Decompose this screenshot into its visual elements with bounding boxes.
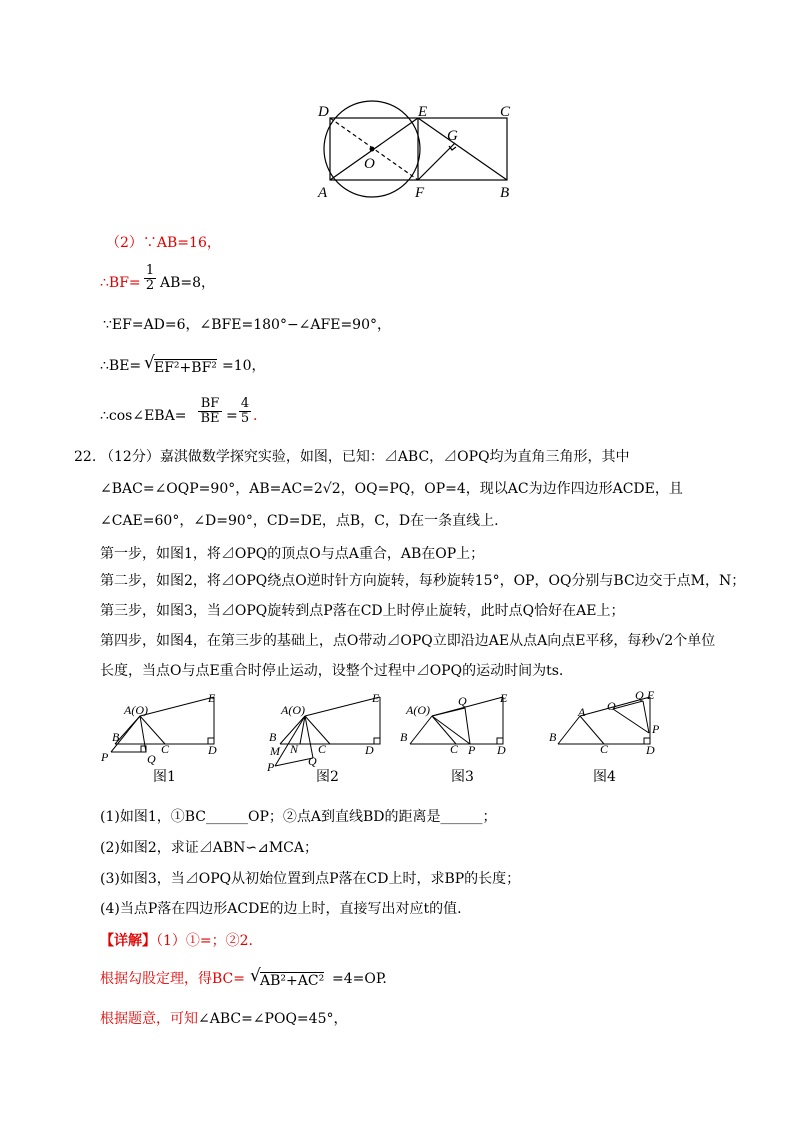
svg-text:E: E	[647, 688, 655, 702]
answer-line3-math: ∠ABC=∠POQ=45°，	[198, 1011, 348, 1027]
svg-text:N: N	[290, 742, 299, 756]
answer-part1: （1）①=；②2.	[156, 933, 253, 949]
sqrt-sign: √	[144, 353, 155, 373]
answer-line-1	[100, 934, 253, 948]
label-C: C	[500, 104, 511, 120]
question-4: (4)当点P落在四边形ACDE的边上时，直接写出对应t的值.	[100, 901, 462, 917]
svg-text:E: E	[372, 691, 380, 705]
label-G: G	[447, 128, 458, 144]
svg-text:M: M	[270, 744, 280, 758]
answer-line-3	[100, 1012, 347, 1026]
label-B: B	[500, 185, 510, 201]
frac-bf: BF	[200, 396, 220, 411]
svg-text:Q: Q	[308, 754, 317, 768]
svg-text:D: D	[365, 743, 374, 757]
label-F: F	[415, 185, 425, 201]
question-3: (3)如图3，当⊿OPQ从初始位置到点P落在CD上时，求BP的长度；	[100, 871, 521, 887]
svg-text:P: P	[267, 760, 275, 774]
svg-text:E: E	[208, 691, 216, 705]
svg-text:Q: Q	[147, 752, 156, 766]
caption-fig4: 图4	[593, 769, 616, 785]
svg-text:O: O	[607, 699, 616, 713]
svg-text:P: P	[652, 722, 660, 736]
frac-bf-be	[198, 397, 222, 425]
svg-text:E: E	[500, 691, 508, 705]
answer-line2-suffix: =4=OP.	[332, 971, 387, 987]
frac-4: 4	[240, 396, 250, 411]
svg-text:C: C	[600, 742, 609, 756]
svg-text:D: D	[646, 743, 655, 757]
caption-fig1: 图1	[153, 769, 176, 785]
line4-radicand: EF²+BF²	[154, 360, 217, 376]
label-O: O	[364, 156, 375, 172]
frac-be: BE	[198, 411, 222, 425]
solution-line-3: ∵EF=AD=6，∠BFE=180°−∠AFE=90°，	[103, 317, 391, 333]
svg-text:B: B	[112, 730, 120, 744]
answer-line2-prefix: 根据勾股定理，得BC=	[100, 971, 245, 987]
equals-sign: =	[226, 408, 238, 424]
problem-line-1: （12分）嘉淇做数学探究实验，如图，已知：⊿ABC，⊿OPQ均为直角三角形，其中	[100, 449, 630, 465]
step-4a: 第四步，如图4，在第三步的基础上，点O带动⊿OPQ立即沿边AE从点A向点E平移，每秒√2个单位	[100, 633, 716, 649]
svg-text:A(O): A(O)	[406, 703, 430, 717]
answer-sqrt-sign: √	[250, 966, 261, 986]
figure-4	[558, 697, 650, 744]
svg-text:B: B	[549, 730, 557, 744]
answer-radicand: AB²+AC²	[260, 973, 325, 989]
line2-prefix: ∴BF=	[100, 275, 141, 291]
svg-text:C: C	[161, 742, 170, 756]
line4-prefix: ∴BE=	[100, 358, 142, 374]
svg-text:A(O): A(O)	[124, 703, 148, 717]
line5-suffix: .	[253, 408, 258, 424]
svg-text:B: B	[400, 730, 408, 744]
line2-suffix: AB=8，	[160, 275, 216, 291]
svg-text:A(O): A(O)	[281, 703, 305, 717]
svg-text:P: P	[468, 743, 476, 757]
answer-line3-prefix: 根据题意，可知	[100, 1011, 198, 1027]
frac-half	[144, 264, 156, 292]
problem-line-3: ∠CAE=60°，∠D=90°，CD=DE，点B，C，D在一条直线上.	[100, 513, 499, 529]
svg-text:D: D	[497, 743, 506, 757]
frac-half-den: 2	[145, 278, 155, 293]
step-4b: 长度，当点O与点E重合时停止运动，设整个过程中⊿OPQ的运动时间为ts.	[100, 663, 564, 679]
label-E: E	[418, 104, 428, 120]
answer-tag: 【详解】	[100, 933, 156, 949]
svg-text:A: A	[578, 705, 586, 719]
label-A: A	[318, 185, 328, 201]
circle-rectangle-figure	[300, 96, 530, 206]
svg-text:B: B	[269, 730, 277, 744]
frac-4-5	[239, 397, 251, 425]
svg-text:P: P	[101, 750, 109, 764]
svg-text:C: C	[450, 742, 459, 756]
frac-5: 5	[240, 411, 250, 426]
solution-line-1: （2）∵AB=16，	[106, 235, 221, 251]
frac-half-num: 1	[145, 263, 155, 278]
question-2: (2)如图2，求证⊿ABN∽⊿MCA；	[100, 840, 319, 856]
svg-text:C: C	[318, 742, 327, 756]
problem-line-2: ∠BAC=∠OQP=90°，AB=AC=2√2，OQ=PQ，OP=4，现以AC为边作四边形ACDE，且	[100, 481, 683, 497]
step-1: 第一步，如图1，将⊿OPQ的顶点O与点A重合，AB在OP上；	[100, 546, 485, 562]
label-D: D	[318, 104, 329, 120]
line5-prefix: ∴cos∠EBA=	[100, 408, 187, 424]
svg-text:Q: Q	[635, 688, 644, 702]
question-1: (1)如图1，①BC______OP；②点A到直线BD的距离是______；	[100, 809, 497, 825]
svg-text:Q: Q	[458, 694, 467, 708]
caption-fig2: 图2	[316, 769, 339, 785]
step-2: 第二步，如图2，将⊿OPQ绕点O逆时针方向旋转，每秒旋转15°，OP，OQ分别与BC边交于点M，N；	[100, 573, 746, 589]
step-3: 第三步，如图3，当⊿OPQ旋转到点P落在CD上时停止旋转，此时点Q恰好在AE上；	[100, 603, 625, 619]
problem-number: 22.	[74, 449, 97, 465]
caption-fig3: 图3	[451, 769, 474, 785]
line4-suffix: =10，	[222, 358, 266, 374]
svg-text:D: D	[208, 743, 217, 757]
